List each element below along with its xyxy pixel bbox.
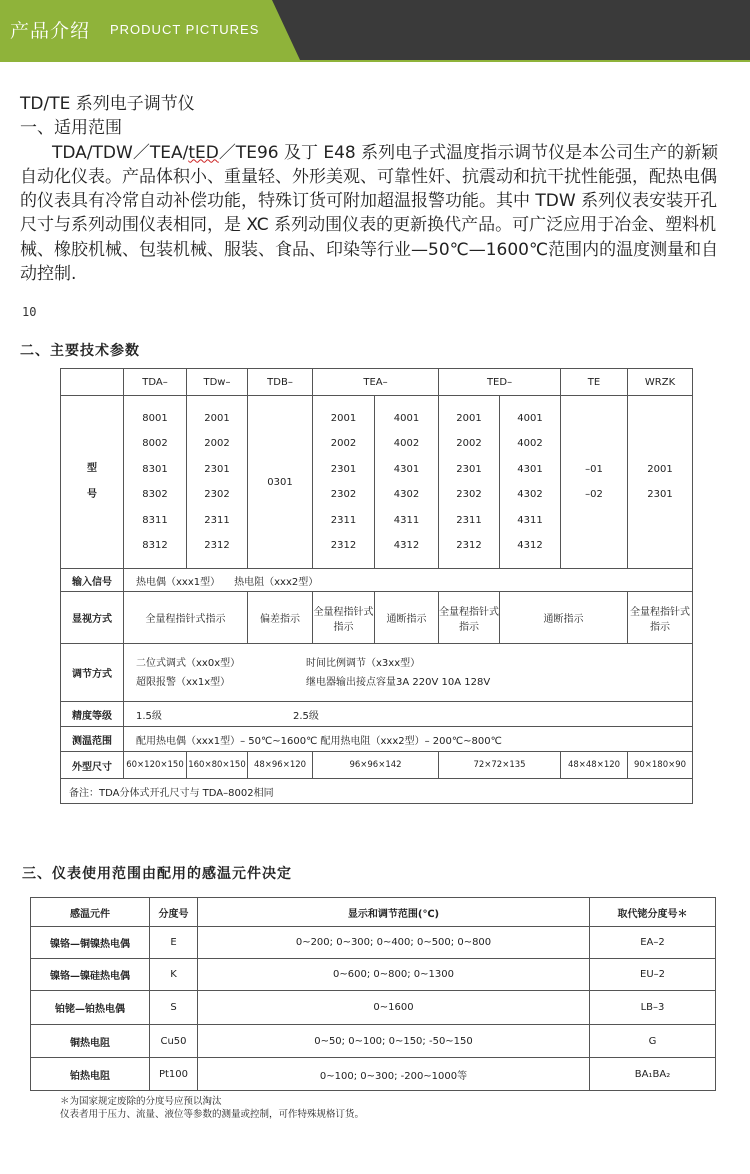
sensor-header-code: 分度号: [150, 898, 198, 927]
spec-control-label: 调节方式: [61, 644, 124, 702]
sensor-range: 0~1600: [198, 991, 590, 1025]
sensor-header-range: 显示和调节范围(℃): [198, 898, 590, 927]
sensor-code: S: [150, 991, 198, 1025]
page-number: 10: [22, 305, 37, 319]
table-row: [31, 927, 716, 959]
code-cell: 2301: [330, 463, 357, 475]
sensor-header-element: 感温元件: [31, 898, 150, 927]
table-row: [31, 1058, 716, 1091]
spec-display-tdb: 偏差指示: [248, 592, 313, 644]
spec-model-row: [61, 396, 693, 569]
code-cell: 4311: [517, 514, 543, 526]
sensor-replace: LB–3: [590, 991, 716, 1025]
code-cell: 4001: [517, 412, 543, 424]
spec-size-wrzk: 90×180×90: [628, 752, 693, 779]
input-resistance: 热电阻（xxx2型）: [234, 576, 319, 588]
spec-size-te: 48×48×120: [561, 752, 628, 779]
banner-title-cn: 产品介绍: [10, 20, 91, 42]
spec-size-ted: 72×72×135: [439, 752, 561, 779]
sensor-element: 镍铬—铜镍热电偶: [31, 927, 150, 959]
sensor-header-replace: 取代铑分度号＊: [590, 898, 716, 927]
code-cell: 8302: [142, 489, 168, 500]
spec-display-ted-te: 通断指示: [500, 592, 628, 644]
code-cell: 4311: [393, 514, 420, 526]
banner-divider: [0, 60, 750, 62]
spec-range-label: 测温范围: [61, 727, 124, 752]
code-cell: 2001: [456, 412, 482, 424]
spec-tdb-code: 0301: [248, 396, 313, 569]
spec-tda-codes: [124, 396, 187, 569]
code-cell: 4002: [517, 438, 543, 449]
sensor-replace: BA₁BA₂: [590, 1058, 716, 1091]
intro-paragraph-lead: TDA/TDW／TEA/: [52, 142, 189, 163]
spec-size-tea: 96×96×142: [313, 752, 439, 779]
code-cell: 2302: [456, 489, 482, 500]
spec-size-tdw: 160×80×150: [187, 752, 248, 779]
sensor-element: 镍铬—镍硅热电偶: [31, 959, 150, 991]
code-cell: 8311: [142, 514, 168, 526]
control-two-position: 二位式调式（xx0x型）: [136, 657, 241, 669]
code-cell: 4301: [393, 463, 420, 475]
spec-header-corner: [61, 369, 124, 396]
spec-display-wrzk: 全量程指针式指示: [628, 592, 693, 644]
spec-size-row: [61, 752, 693, 779]
table-row: [31, 991, 716, 1025]
spec-remark: 备注：TDA分体式开孔尺寸与 TDA–8002相同: [61, 779, 693, 804]
spec-header-tda: TDA–: [124, 369, 187, 396]
spec-range-row: [61, 727, 693, 752]
header-banner: [0, 0, 750, 60]
footnote-line-1: ＊为国家规定废除的分度号应预以淘汰: [60, 1096, 222, 1107]
sensor-replace: EA–2: [590, 927, 716, 959]
footnote: [60, 1095, 364, 1121]
spec-accuracy-label: 精度等级: [61, 702, 124, 727]
spec-display-row: [61, 592, 693, 644]
spec-remark-row: [61, 779, 693, 804]
code-cell: 2312: [330, 540, 357, 551]
sensor-code: E: [150, 927, 198, 959]
sensor-header-row: [31, 898, 716, 927]
code-cell: 2302: [330, 489, 357, 500]
sensor-replace: G: [590, 1025, 716, 1058]
code-cell: 2002: [456, 438, 482, 449]
code-cell: –01: [585, 463, 603, 475]
control-relay-capacity: 继电器输出接点容量3A 220V 10A 128V: [306, 676, 491, 688]
code-cell: 2302: [204, 489, 230, 500]
sensor-element: 铂热电阻: [31, 1058, 150, 1091]
sensor-range: 0~600; 0~800; 0~1300: [198, 959, 590, 991]
intro-paragraph: [20, 141, 732, 287]
code-cell: 2001: [647, 463, 673, 475]
code-cell: 2311: [330, 514, 357, 526]
spec-wrzk-codes: [628, 396, 693, 569]
code-cell: 2002: [204, 438, 230, 449]
section-heading-specs: 二、主要技术参数: [20, 343, 140, 359]
spec-header-te: TE: [561, 369, 628, 396]
banner-title-en: PRODUCT PICTURES: [110, 22, 260, 37]
section-heading-scope: 一、适用范围: [20, 118, 122, 139]
code-cell: 2312: [204, 540, 230, 551]
sensor-code: K: [150, 959, 198, 991]
table-row: [31, 959, 716, 991]
spec-input-label: 输入信号: [61, 569, 124, 592]
code-cell: 2312: [456, 540, 482, 551]
code-cell: 2301: [647, 489, 673, 500]
sensor-range: 0~50; 0~100; 0~150; -50~150: [198, 1025, 590, 1058]
spec-ted-codes-b: [500, 396, 561, 569]
sensor-range: 0~100; 0~300; -200~1000等: [198, 1058, 590, 1091]
spec-size-tda: 60×120×150: [124, 752, 187, 779]
spec-size-tdb: 48×96×120: [248, 752, 313, 779]
code-cell: 4312: [393, 540, 420, 551]
code-cell: 4002: [393, 438, 420, 449]
code-cell: 8301: [142, 463, 168, 475]
product-heading: TD/TE 系列电子调节仪: [20, 94, 195, 114]
spec-header-tea: TEA–: [313, 369, 439, 396]
code-cell: 4301: [517, 463, 543, 475]
spec-display-ted-a: 全量程指针式指示: [439, 592, 500, 644]
sensor-code: Cu50: [150, 1025, 198, 1058]
code-cell: 2002: [330, 438, 357, 449]
sensor-element: 铜热电阻: [31, 1025, 150, 1058]
spec-control-row: [61, 644, 693, 702]
input-thermocouple: 热电偶（xxx1型）: [136, 576, 221, 588]
code-cell: 8312: [142, 540, 168, 551]
spec-range-value: 配用热电偶（xxx1型）– 50℃~1600℃ 配用热电阻（xxx2型）– 200℃~800℃: [124, 727, 693, 752]
code-cell: 2311: [456, 514, 482, 526]
accuracy-class-b: 2.5级: [293, 710, 319, 722]
spec-tea-codes-a: [313, 396, 375, 569]
spec-display-tda-tdw: 全量程指针式指示: [124, 592, 248, 644]
control-time-proportional: 时间比例调节（x3xx型）: [306, 657, 421, 669]
spec-header-tdb: TDB–: [248, 369, 313, 396]
code-cell: 4302: [393, 489, 420, 500]
sensor-code: Pt100: [150, 1058, 198, 1091]
code-cell: 2001: [330, 412, 357, 424]
code-cell: 2311: [204, 514, 230, 526]
sensor-range: 0~200; 0~300; 0~400; 0~500; 0~800: [198, 927, 590, 959]
spec-header-wrzk: WRZK: [628, 369, 693, 396]
code-cell: 2301: [456, 463, 482, 475]
sensor-replace: EU–2: [590, 959, 716, 991]
spec-ted-codes-a: [439, 396, 500, 569]
code-cell: 8002: [142, 438, 168, 449]
code-cell: –02: [585, 489, 603, 500]
spec-input-value: [124, 569, 693, 592]
sensor-table: [30, 897, 716, 1091]
intro-paragraph-underlined: tED: [188, 142, 219, 163]
spec-input-row: [61, 569, 693, 592]
footnote-line-2: 仪表者用于压力、流量、液位等参数的测量或控制，可作特殊规格订货。: [60, 1109, 365, 1120]
intro-paragraph-body: ／TE96 及丁 E48 系列电子式温度指示调节仪是本公司生产的新颖自动化仪表。产品体积小、重量轻、外形美观、可靠性奸、抗震动和抗干扰性能强，配热电偶的仪表具有冷常自动补偿功能，特殊订货可附加超温报警功能。其中 TDW 系列仪表安装开孔尺寸与系列动围仪表相同，是 XC 系列动围仪表的更新换代产品。可广泛应用于冶金、塑料机械、橡胶机械、包装机械、服装、食品、印染等行业—50℃—1600℃范围内的温度测量和自动控制.: [20, 142, 719, 285]
table-row: [31, 1025, 716, 1058]
code-cell: 4302: [517, 489, 543, 500]
code-cell: 8001: [142, 412, 168, 424]
spec-header-row: [61, 369, 693, 396]
spec-model-label: [61, 396, 124, 569]
spec-display-tea-b: 通断指示: [375, 592, 439, 644]
control-alarm: 超限报警（xx1x型）: [136, 676, 231, 688]
accuracy-class-a: 1.5级: [136, 710, 162, 722]
control-line-1: [136, 654, 692, 673]
sensor-element: 铂铑—铂热电偶: [31, 991, 150, 1025]
spec-tea-codes-b: [375, 396, 439, 569]
spec-display-label: 显视方式: [61, 592, 124, 644]
spec-header-ted: TED–: [439, 369, 561, 396]
code-cell: 4001: [393, 412, 420, 424]
intro-text: [20, 92, 732, 286]
code-cell: 4312: [517, 540, 543, 551]
spec-header-tdw: TDw–: [187, 369, 248, 396]
spec-te-codes: [561, 396, 628, 569]
spec-accuracy-value: [124, 702, 693, 727]
spec-table: [60, 368, 693, 804]
spec-accuracy-row: [61, 702, 693, 727]
code-cell: 2001: [204, 412, 230, 424]
spec-model-label-text: 型号: [87, 463, 97, 500]
spec-size-label: 外型尺寸: [61, 752, 124, 779]
section-heading-sensors: 三、仪表使用范围由配用的感温元件决定: [22, 866, 292, 882]
spec-control-value: [124, 644, 693, 702]
spec-display-tea-a: 全量程指针式指示: [313, 592, 375, 644]
control-line-2: [136, 673, 692, 692]
spec-tdw-codes: [187, 396, 248, 569]
code-cell: 2301: [204, 463, 230, 475]
